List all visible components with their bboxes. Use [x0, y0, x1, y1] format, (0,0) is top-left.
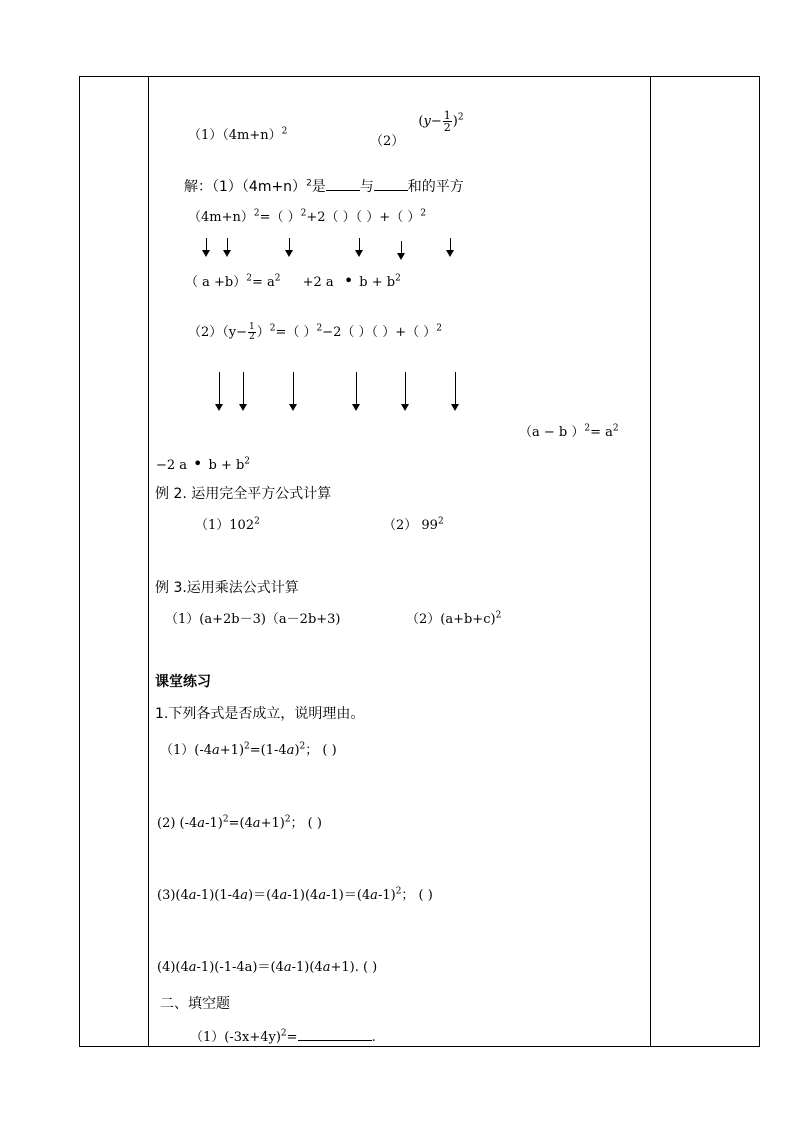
ex1-problem-1: $(1)(4m+n)^2$ [188, 126, 288, 143]
ex1-solution-intro: 解：$(1)(4m+n)^2$是 与 和的平方 [184, 178, 464, 195]
practice-item-1: $(1)(-4a+1)^2=(1-4a)^2$； ( ) [160, 741, 337, 758]
practice-item-2: (2) $(-4a-1)^2=(4a+1)^2$； ( ) [157, 814, 322, 831]
down-arrow-icon [455, 372, 456, 405]
down-arrow-icon [359, 238, 360, 251]
down-arrow-icon [289, 238, 290, 251]
ex3-problem-2: $(2)(a+b+c)^2$ [406, 610, 502, 627]
down-arrow-icon [227, 238, 228, 251]
table-col-right [650, 76, 760, 1047]
ex1-formula-diff-start: （a − b ）$^2= a^2$ [519, 423, 619, 440]
ex1-formula-sum: （ $a +b)^2= a^2 +2$ a • $b + b^2$ [185, 271, 401, 290]
down-arrow-icon [450, 238, 451, 251]
ex1-expansion-line-2: （2）（y− $\frac{1}{2}$ ）$^2$=（ ）$^2$−2（ ）（ ）+（ ）$^2$ [188, 322, 442, 342]
ex2-problem-1: $(1)102^2$ [195, 516, 260, 533]
table-col-left [79, 76, 149, 1047]
down-arrow-icon [206, 238, 207, 251]
ex1-expansion-line-1: $(4m+n)^2=$（ ）$^2$+2（ ）（ ）+（ ）$^2$ [188, 208, 427, 225]
ex3-title: 例 3.运用乘法公式计算 [155, 580, 299, 596]
practice-heading: 课堂练习 [155, 674, 211, 690]
practice-question-1: 1.下列各式是否成立，说明理由。 [155, 706, 365, 722]
down-arrow-icon [405, 372, 406, 405]
fill-answer-blank[interactable] [298, 1028, 372, 1041]
ex2-problem-2: （2） $99^2$ [383, 516, 444, 533]
practice-item-4: (4)(4a-1)(-1-4a)＝(4a-1)(4a+1). ( ) [157, 960, 378, 975]
fill-heading: 二、填空题 [160, 996, 230, 1012]
practice-item-3: $(3)(4a-1)(1-4a)=(4a-1)(4a-1)=(4a-1)^2$； ( ) [157, 886, 433, 903]
down-arrow-icon [356, 372, 357, 405]
down-arrow-icon [219, 372, 220, 405]
fill-question-1: $(1)(-3x+4y)^2=$ . [190, 1028, 376, 1045]
ex2-title: 例 2. 运用完全平方公式计算 [155, 486, 332, 502]
down-arrow-icon [243, 372, 244, 405]
ex3-problem-1: （1）(a+2b－3)（a－2b+3) [165, 612, 341, 627]
down-arrow-icon [401, 241, 402, 254]
down-arrow-icon [293, 372, 294, 405]
ex1-problem-2: （2） (y− $\frac{1}{2}$ )$^2$ [370, 109, 464, 149]
ex1-formula-diff-end: −2 a • $b + b^2$ [156, 454, 251, 473]
